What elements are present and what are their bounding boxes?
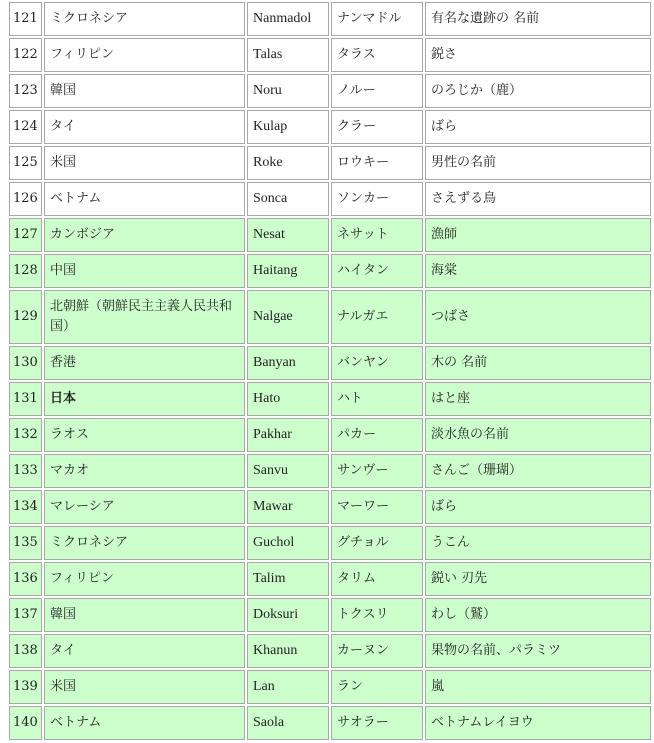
- kana-reading-cell: タラス: [331, 38, 423, 72]
- table-row: [9, 290, 651, 344]
- name-cell: Khanun: [247, 634, 329, 668]
- kana-reading-cell: サオラー: [331, 706, 423, 740]
- name-cell: Hato: [247, 382, 329, 416]
- row-number: 137: [9, 598, 42, 632]
- row-number: 134: [9, 490, 42, 524]
- table-row: [9, 634, 651, 668]
- row-number: 126: [9, 182, 42, 216]
- country-cell: フィリピン: [44, 562, 245, 596]
- name-cell: Lan: [247, 670, 329, 704]
- kana-reading-cell: バンヤン: [331, 346, 423, 380]
- kana-reading-cell: パカー: [331, 418, 423, 452]
- name-cell: Saola: [247, 706, 329, 740]
- meaning-cell: 嵐: [425, 670, 651, 704]
- table-row: [9, 182, 651, 216]
- table-row: [9, 110, 651, 144]
- meaning-cell: わし（鷲）: [425, 598, 651, 632]
- name-cell: Roke: [247, 146, 329, 180]
- kana-reading-cell: サンヴー: [331, 454, 423, 488]
- table-row: [9, 418, 651, 452]
- row-number: 121: [9, 2, 42, 36]
- meaning-cell: つばさ: [425, 290, 651, 344]
- table-row: [9, 382, 651, 416]
- table-row: [9, 526, 651, 560]
- row-number: 127: [9, 218, 42, 252]
- table-row: [9, 598, 651, 632]
- kana-reading-cell: ラン: [331, 670, 423, 704]
- kana-reading-cell: ロウキー: [331, 146, 423, 180]
- table-row: [9, 146, 651, 180]
- meaning-cell: うこん: [425, 526, 651, 560]
- table-body: [9, 2, 651, 740]
- kana-reading-cell: カーヌン: [331, 634, 423, 668]
- meaning-cell: はと座: [425, 382, 651, 416]
- meaning-cell: 漁師: [425, 218, 651, 252]
- meaning-cell: さえずる鳥: [425, 182, 651, 216]
- row-number: 130: [9, 346, 42, 380]
- name-cell: Kulap: [247, 110, 329, 144]
- kana-reading-cell: ノルー: [331, 74, 423, 108]
- meaning-cell: ばら: [425, 490, 651, 524]
- kana-reading-cell: ハト: [331, 382, 423, 416]
- table-row: [9, 706, 651, 740]
- row-number: 125: [9, 146, 42, 180]
- country-cell: マカオ: [44, 454, 245, 488]
- meaning-cell: 鋭い 刃先: [425, 562, 651, 596]
- kana-reading-cell: トクスリ: [331, 598, 423, 632]
- row-number: 136: [9, 562, 42, 596]
- kana-reading-cell: ナンマドル: [331, 2, 423, 36]
- country-cell: ベトナム: [44, 706, 245, 740]
- meaning-cell: ベトナムレイヨウ: [425, 706, 651, 740]
- country-cell: 韓国: [44, 598, 245, 632]
- name-cell: Mawar: [247, 490, 329, 524]
- country-cell: タイ: [44, 110, 245, 144]
- country-cell: 中国: [44, 254, 245, 288]
- name-cell: Doksuri: [247, 598, 329, 632]
- kana-reading-cell: ナルガエ: [331, 290, 423, 344]
- country-cell: 香港: [44, 346, 245, 380]
- country-cell: タイ: [44, 634, 245, 668]
- table-row: [9, 218, 651, 252]
- table-row: [9, 670, 651, 704]
- row-number: 139: [9, 670, 42, 704]
- kana-reading-cell: クラー: [331, 110, 423, 144]
- meaning-cell: 男性の名前: [425, 146, 651, 180]
- row-number: 131: [9, 382, 42, 416]
- country-cell: ミクロネシア: [44, 526, 245, 560]
- meaning-cell: のろじか（鹿）: [425, 74, 651, 108]
- country-cell: ミクロネシア: [44, 2, 245, 36]
- meaning-cell: 淡水魚の名前: [425, 418, 651, 452]
- kana-reading-cell: マーワー: [331, 490, 423, 524]
- row-number: 135: [9, 526, 42, 560]
- row-number: 128: [9, 254, 42, 288]
- row-number: 129: [9, 290, 42, 344]
- name-cell: Nalgae: [247, 290, 329, 344]
- table-row: [9, 454, 651, 488]
- country-cell: 日本: [44, 382, 245, 416]
- row-number: 124: [9, 110, 42, 144]
- country-cell: 北朝鮮（朝鮮民主主義人民共和国）: [44, 290, 245, 344]
- kana-reading-cell: ハイタン: [331, 254, 423, 288]
- meaning-cell: 有名な遺跡の 名前: [425, 2, 651, 36]
- meaning-cell: 果物の名前、パラミツ: [425, 634, 651, 668]
- kana-reading-cell: グチョル: [331, 526, 423, 560]
- name-cell: Nesat: [247, 218, 329, 252]
- table-row: [9, 2, 651, 36]
- country-cell: ラオス: [44, 418, 245, 452]
- name-cell: Guchol: [247, 526, 329, 560]
- country-cell: 韓国: [44, 74, 245, 108]
- row-number: 122: [9, 38, 42, 72]
- row-number: 140: [9, 706, 42, 740]
- row-number: 132: [9, 418, 42, 452]
- kana-reading-cell: ネサット: [331, 218, 423, 252]
- name-cell: Haitang: [247, 254, 329, 288]
- country-cell: フィリピン: [44, 38, 245, 72]
- table-row: [9, 74, 651, 108]
- typhoon-name-table: [7, 0, 653, 742]
- row-number: 138: [9, 634, 42, 668]
- country-cell: 米国: [44, 146, 245, 180]
- name-cell: Sonca: [247, 182, 329, 216]
- table-row: [9, 346, 651, 380]
- name-cell: Nanmadol: [247, 2, 329, 36]
- table-row: [9, 38, 651, 72]
- row-number: 123: [9, 74, 42, 108]
- name-cell: Talim: [247, 562, 329, 596]
- name-cell: Pakhar: [247, 418, 329, 452]
- meaning-cell: 木の 名前: [425, 346, 651, 380]
- table-row: [9, 490, 651, 524]
- meaning-cell: ばら: [425, 110, 651, 144]
- country-cell: 米国: [44, 670, 245, 704]
- country-cell: ベトナム: [44, 182, 245, 216]
- name-cell: Sanvu: [247, 454, 329, 488]
- name-cell: Talas: [247, 38, 329, 72]
- meaning-cell: 海棠: [425, 254, 651, 288]
- name-cell: Banyan: [247, 346, 329, 380]
- table-row: [9, 562, 651, 596]
- kana-reading-cell: タリム: [331, 562, 423, 596]
- meaning-cell: さんご（珊瑚）: [425, 454, 651, 488]
- meaning-cell: 鋭さ: [425, 38, 651, 72]
- country-cell: マレーシア: [44, 490, 245, 524]
- country-cell: カンボジア: [44, 218, 245, 252]
- name-cell: Noru: [247, 74, 329, 108]
- row-number: 133: [9, 454, 42, 488]
- table-row: [9, 254, 651, 288]
- kana-reading-cell: ソンカー: [331, 182, 423, 216]
